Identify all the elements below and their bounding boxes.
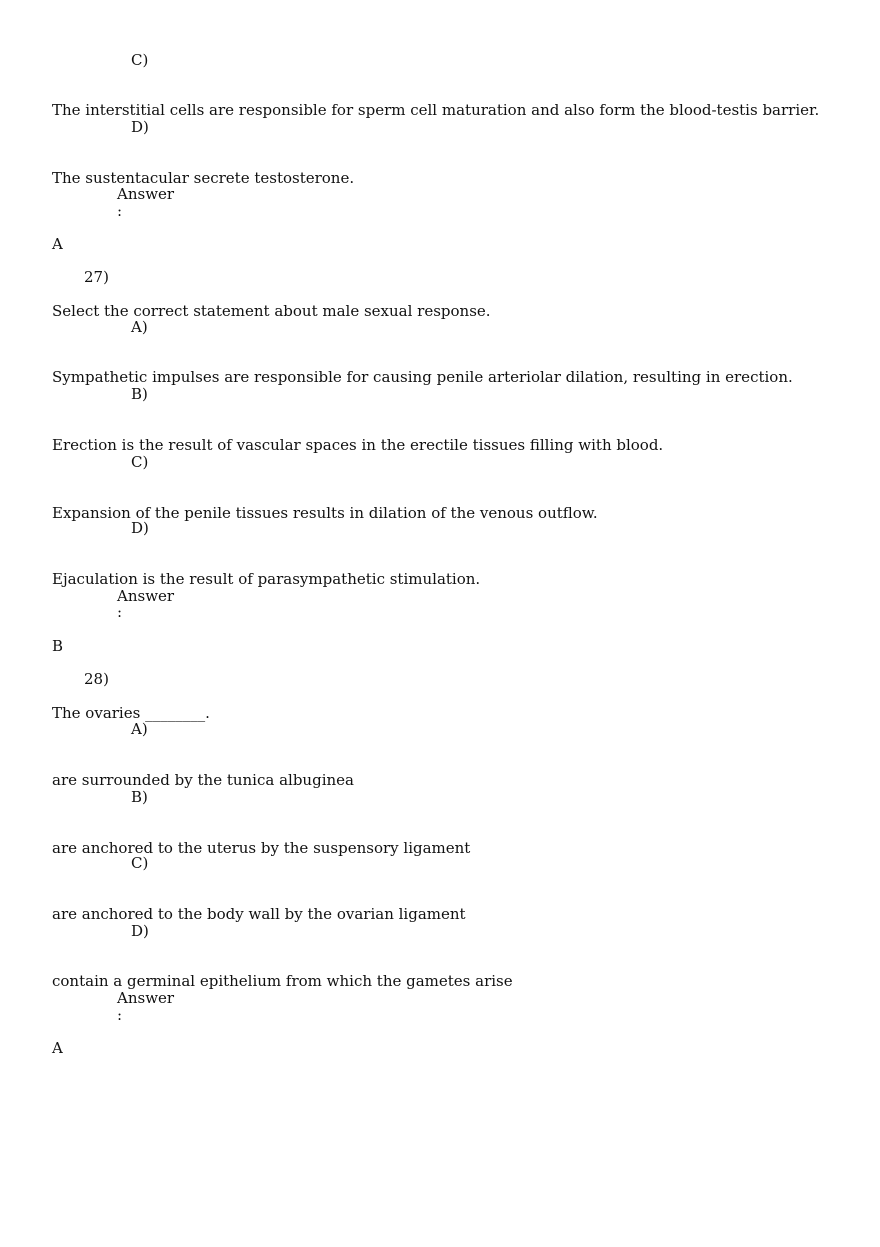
q26-option-c-text: The interstitial cells are responsible for sperm cell maturation and also form the blood-testis barrier. [52,101,820,119]
q27-option-b-text: Erection is the result of vascular spaces in the erectile tissues filling with blood. [52,436,664,454]
q28-answer-colon: : [117,1006,123,1024]
q26-answer-value: A [52,235,63,253]
q26-option-c-label: C) [131,51,149,69]
q26-option-d-label: D) [131,118,149,136]
q28-answer-value: A [52,1039,63,1057]
q28-option-b-text: are anchored to the uterus by the suspensory ligament [52,839,471,857]
q27-option-d-text: Ejaculation is the result of parasympathetic stimulation. [52,570,481,588]
q27-option-c-label: C) [131,453,149,471]
q28-option-c-label: C) [131,854,149,872]
q28-option-a-label: A) [131,720,148,738]
q28-option-b-label: B) [131,788,148,806]
q27-number: 27) [84,268,109,286]
q28-option-d-text: contain a germinal epithelium from which the gametes arise [52,972,513,990]
q27-answer-value: B [52,637,64,655]
q28-number: 28) [84,670,109,688]
q26-answer-colon: : [117,202,123,220]
q27-option-b-label: B) [131,385,148,403]
q28-option-c-text: are anchored to the body wall by the ovarian ligament [52,905,466,923]
q27-answer-colon: : [117,603,123,621]
q27-option-a-text: Sympathetic impulses are responsible for causing penile arteriolar dilation, resulting in erection. [52,368,793,386]
q27-option-d-label: D) [131,519,149,537]
q28-option-a-text: are surrounded by the tunica albuginea [52,771,354,789]
q27-option-c-text: Expansion of the penile tissues results in dilation of the venous outflow. [52,504,598,522]
q27-answer-label: Answer [117,587,175,605]
q26-answer-label: Answer [117,185,175,203]
q28-option-d-label: D) [131,922,149,940]
q28-question: The ovaries ________. [52,704,210,722]
q27-question: Select the correct statement about male sexual response. [52,302,491,320]
q26-option-d-text: The sustentacular secrete testosterone. [52,169,355,187]
q27-option-a-label: A) [131,318,148,336]
q28-answer-label: Answer [117,989,175,1007]
